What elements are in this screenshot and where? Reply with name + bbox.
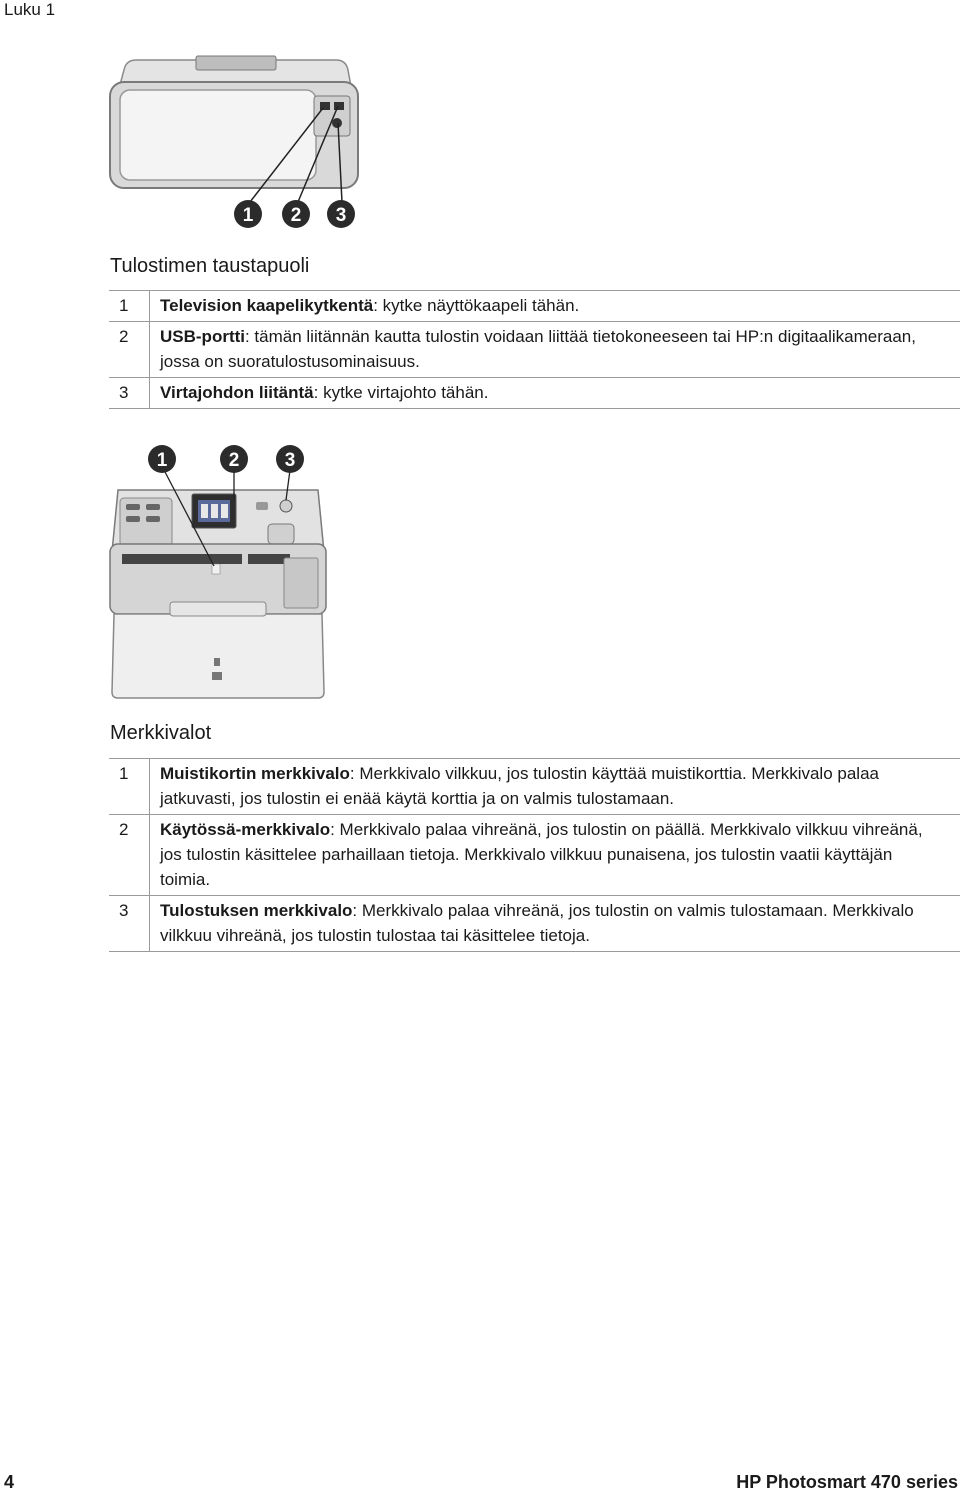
row-text: : Merkkivalo palaa vihreänä, jos tulostin on valmis tulostamaan. Merkkivalo vilkkuu vihreänä, jos tulostin tulostaa tai käsittelee tietoja. [160,901,914,945]
product-name: HP Photosmart 470 series [736,1472,958,1492]
row-text: : kytke virtajohto tähän. [313,383,489,402]
row-number: 1 [119,764,129,783]
callout-1 [148,445,176,473]
callout-3 [327,200,355,228]
row-text: : Merkkivalo palaa vihreänä, jos tulostin on päällä. Merkkivalo vilkkuu vihreänä, jos tulostin käsittelee parhaillaan tietoja. Merkkivalo vilkkuu punaisena, jos tulostin vaatii käyttäjän toimia. [160,820,923,889]
callout-1 [234,200,262,228]
row-text: : kytke näyttökaapeli tähän. [373,296,580,315]
chapter-label: Luku 1 [4,0,56,19]
row-text: : tämän liitännän kautta tulostin voidaan liittää tietokoneeseen tai HP:n digitaalikameraan, jossa on suoratulostusominaisuus. [160,327,916,371]
svg-text:3: 3 [284,450,296,471]
section-heading-lights: Merkkivalot [110,722,212,744]
row-number: 2 [119,327,129,346]
table-row [109,759,960,815]
row-term: Television kaapelikytkentä [160,296,374,315]
row-term: Tulostuksen merkkivalo [160,901,353,920]
row-term: Käytössä-merkkivalo [160,820,331,839]
row-text: : Merkkivalo vilkkuu, jos tulostin käyttää muistikorttia. Merkkivalo palaa jatkuvasti, jos tulostin ei enää käytä korttia ja on valmis tulostamaan. [160,764,879,808]
table-row [109,378,960,409]
callout-3 [276,445,304,473]
callout-2 [220,445,248,473]
printer-front-illustration [108,440,328,702]
row-term: Muistikortin merkkivalo [160,764,350,783]
section-heading-back: Tulostimen taustapuoli [110,255,310,277]
svg-text:2: 2 [228,450,240,471]
printer-back-illustration [108,52,364,234]
row-number: 2 [119,820,129,839]
page-number: 4 [4,1472,15,1492]
row-term: USB-portti [160,327,245,346]
row-number: 3 [119,901,129,920]
svg-text:1: 1 [242,205,254,226]
lights-table [109,758,960,952]
table-row [109,896,960,952]
callout-2 [282,200,310,228]
svg-text:3: 3 [335,205,347,226]
svg-text:1: 1 [156,450,168,471]
table-row [109,322,960,378]
svg-text:2: 2 [290,205,302,226]
row-number: 1 [119,296,129,315]
table-row [109,815,960,896]
back-parts-table [109,290,960,409]
row-number: 3 [119,383,129,402]
table-row [109,291,960,322]
row-term: Virtajohdon liitäntä [160,383,314,402]
